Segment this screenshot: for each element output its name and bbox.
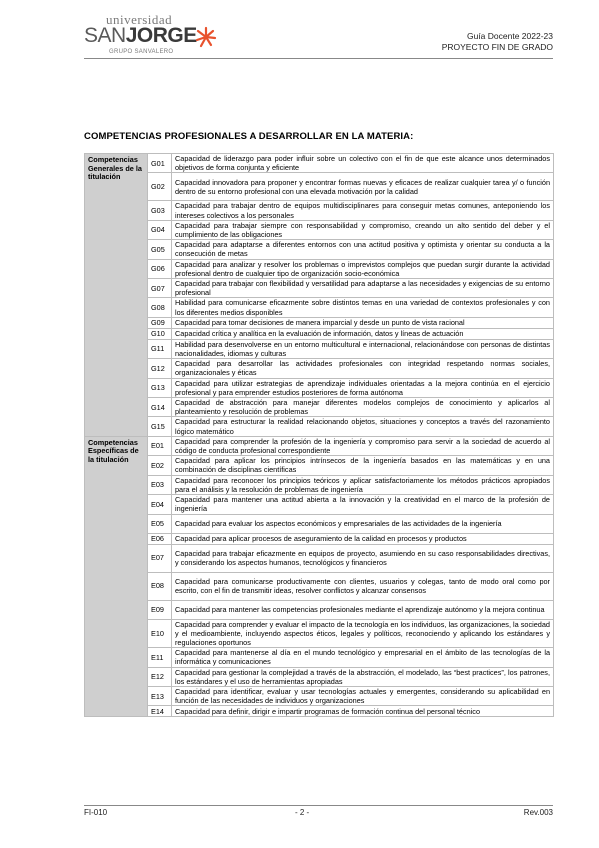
doc-title: Guía Docente 2022-23 xyxy=(466,31,553,41)
competency-description: Capacidad para aplicar los principios intrínsecos de la ingeniería basados en las matemáticas y en una combinación de disciplinas científicas xyxy=(172,456,554,475)
competency-row xyxy=(85,533,554,544)
competency-row xyxy=(85,572,554,600)
competency-description: Capacidad para reconocer los principios teóricos y aplicar satisfactoriamente los métodos prácticos apropiados para el análisis y la resolución de problemas de ingeniería xyxy=(172,475,554,494)
document-header-info xyxy=(442,31,553,53)
competency-row xyxy=(85,240,554,259)
competency-description: Capacidad para trabajar con flexibilidad y versatilidad para adaptarse a las necesidades y exigencias de su entorno profesional xyxy=(172,279,554,298)
competency-row xyxy=(85,359,554,378)
competency-row xyxy=(85,378,554,397)
footer-revision: Rev.003 xyxy=(523,808,553,817)
competency-description: Capacidad para comprender la profesión de la ingeniería y compromiso para servir a la sociedad de acuerdo al código de conducta profesional correspondiente xyxy=(172,436,554,455)
competency-code: G02 xyxy=(148,173,172,201)
competency-row xyxy=(85,417,554,436)
competency-code: E08 xyxy=(148,572,172,600)
competency-code: G15 xyxy=(148,417,172,436)
competency-description: Capacidad para definir, dirigir e impartir programas de formación continua del personal técnico xyxy=(172,706,554,717)
competency-description: Capacidad innovadora para proponer y encontrar formas nuevas y eficaces de realizar cualquier tarea y/ o función dentro de su entorno profesional con una elevada motivación por la calidad xyxy=(172,173,554,201)
competency-code: E07 xyxy=(148,544,172,572)
competency-description: Capacidad crítica y analítica en la evaluación de información, datos y líneas de actuación xyxy=(172,328,554,339)
logo-text-group: GRUPO SANVALERO xyxy=(109,49,174,55)
competency-row xyxy=(85,667,554,686)
competency-code: G09 xyxy=(148,317,172,328)
competency-description: Capacidad para aplicar procesos de aseguramiento de la calidad en procesos y productos xyxy=(172,533,554,544)
competency-code: G12 xyxy=(148,359,172,378)
competency-code: E04 xyxy=(148,495,172,514)
competency-code: G13 xyxy=(148,378,172,397)
competency-row xyxy=(85,339,554,358)
competency-code: E09 xyxy=(148,600,172,619)
competency-description: Capacidad para gestionar la complejidad a través de la abstracción, el modelado, las “best practices”, los patrones, los estándares y el uso de herramientas apropiadas xyxy=(172,667,554,686)
competency-description: Capacidad para adaptarse a diferentes entornos con una actitud positiva y optimista y orientar su conducta a la consecución de metas xyxy=(172,240,554,259)
competency-row xyxy=(85,475,554,494)
competency-row xyxy=(85,456,554,475)
competency-description: Capacidad para identificar, evaluar y usar tecnologías actuales y emergentes, considerando su aplicabilidad en función de las necesidades de individuos y organizaciones xyxy=(172,686,554,705)
competency-code: G08 xyxy=(148,298,172,317)
competency-description: Capacidad para mantener una actitud abierta a la innovación y la creatividad en el marco de la profesión de ingeniería xyxy=(172,495,554,514)
competency-description: Capacidad de abstracción para manejar diferentes modelos complejos de conocimiento y aplicarlos al planteamiento y resolución de problemas xyxy=(172,398,554,417)
competency-code: G06 xyxy=(148,259,172,278)
competency-row xyxy=(85,328,554,339)
logo-text-sanjorge: SANJORGE xyxy=(84,24,197,47)
competency-row xyxy=(85,686,554,705)
doc-subtitle: PROYECTO FIN DE GRADO xyxy=(441,42,553,52)
competency-description: Capacidad para comprender y evaluar el impacto de la tecnología en los individuos, las organizaciones, la sociedad y el medioambiente, incluyendo aspectos éticos, legales y políticos, reconociendo y aplicando los estándares y regulaciones oportunos xyxy=(172,619,554,648)
competency-description: Capacidad para trabajar siempre con responsabilidad y compromiso, creando un alto sentido del deber y el cumplimiento de las obligaciones xyxy=(172,220,554,239)
competency-row xyxy=(85,317,554,328)
competency-row xyxy=(85,154,554,173)
competency-code: E02 xyxy=(148,456,172,475)
competency-code: E10 xyxy=(148,619,172,648)
footer-form-code: FI-010 xyxy=(84,808,108,817)
competency-description: Capacidad para trabajar eficazmente en equipos de proyecto, asumiendo en su caso responsabilidades directivas, y considerando los aspectos humanos, tecnológicos y financieros xyxy=(172,544,554,572)
competency-code: G10 xyxy=(148,328,172,339)
competency-row xyxy=(85,398,554,417)
footer-page-number: - 2 - xyxy=(295,808,310,817)
competency-code: E05 xyxy=(148,514,172,533)
logo-text-universidad: universidad xyxy=(106,12,173,27)
competency-description: Capacidad de liderazgo para poder influir sobre un colectivo con el fin de que este alcance unos determinados objetivos de forma conjunta y eficiente xyxy=(172,154,554,173)
competency-code: E14 xyxy=(148,706,172,717)
competency-description: Capacidad para tomar decisiones de manera imparcial y desde un punto de vista racional xyxy=(172,317,554,328)
competency-row xyxy=(85,648,554,667)
competency-description: Capacidad para estructurar la realidad relacionando objetos, situaciones y conceptos a través del razonamiento lógico matemático xyxy=(172,417,554,436)
competency-row xyxy=(85,514,554,533)
competency-row xyxy=(85,298,554,317)
footer-divider xyxy=(84,805,553,806)
competency-description: Capacidad para desarrollar las actividades profesionales con integridad respetando normas sociales, organizacionales y éticas xyxy=(172,359,554,378)
competency-code: E12 xyxy=(148,667,172,686)
competency-code: G07 xyxy=(148,279,172,298)
competency-code: G11 xyxy=(148,339,172,358)
competency-row xyxy=(85,544,554,572)
competency-row xyxy=(85,173,554,201)
competency-code: G01 xyxy=(148,154,172,173)
competency-code: E11 xyxy=(148,648,172,667)
competency-group-label: Competencias Generales de la titulación xyxy=(85,154,148,437)
competencies-table xyxy=(84,153,554,717)
competency-row xyxy=(85,259,554,278)
section-title: COMPETENCIAS PROFESIONALES A DESARROLLAR EN LA MATERIA: xyxy=(84,131,414,142)
competency-description: Capacidad para analizar y resolver los problemas o imprevistos complejos que puedan surgir durante la actividad profesional dentro de cualquier tipo de organización socio-económica xyxy=(172,259,554,278)
competency-description: Habilidad para comunicarse eficazmente sobre distintos temas en una variedad de contextos profesionales y con los diferentes medios disponibles xyxy=(172,298,554,317)
competency-row xyxy=(85,436,554,455)
competency-row xyxy=(85,220,554,239)
competency-row xyxy=(85,706,554,717)
competency-description: Capacidad para trabajar dentro de equipos multidisciplinares para conseguir metas comunes, anteponiendo los intereses colectivos a los personales xyxy=(172,201,554,220)
university-logo xyxy=(84,12,224,60)
competency-description: Capacidad para mantenerse al día en el mundo tecnológico y empresarial en el ámbito de las tecnologías de la informática y comunicaciones xyxy=(172,648,554,667)
competency-row xyxy=(85,619,554,648)
competency-row xyxy=(85,201,554,220)
competency-description: Capacidad para mantener las competencias profesionales mediante el aprendizaje autónomo y la mejora continua xyxy=(172,600,554,619)
competency-row xyxy=(85,600,554,619)
header-divider xyxy=(84,58,553,59)
competency-code: G03 xyxy=(148,201,172,220)
competency-code: E06 xyxy=(148,533,172,544)
competency-group-label: Competencias Específicas de la titulación xyxy=(85,436,148,716)
competency-row xyxy=(85,279,554,298)
competency-code: E01 xyxy=(148,436,172,455)
competency-description: Capacidad para comunicarse productivamente con clientes, usuarios y colegas, tanto de modo oral como por escrito, con el fin de transmitir ideas, resolver conflictos y alcanzar consensos xyxy=(172,572,554,600)
competency-code: G04 xyxy=(148,220,172,239)
competency-code: E13 xyxy=(148,686,172,705)
competency-code: G05 xyxy=(148,240,172,259)
competency-code: E03 xyxy=(148,475,172,494)
competency-row xyxy=(85,495,554,514)
competency-description: Capacidad para evaluar los aspectos económicos y empresariales de las actividades de la ingeniería xyxy=(172,514,554,533)
competency-code: G14 xyxy=(148,398,172,417)
competency-description: Habilidad para desenvolverse en un entorno multicultural e internacional, relacionándose con personas de distintas nacionalidades, idiomas y culturas xyxy=(172,339,554,358)
sunburst-icon xyxy=(195,26,217,48)
competency-description: Capacidad para utilizar estrategias de aprendizaje individuales orientadas a la mejora continúa en el ejercicio profesional y para emprender estudios posteriores de forma autónoma xyxy=(172,378,554,397)
